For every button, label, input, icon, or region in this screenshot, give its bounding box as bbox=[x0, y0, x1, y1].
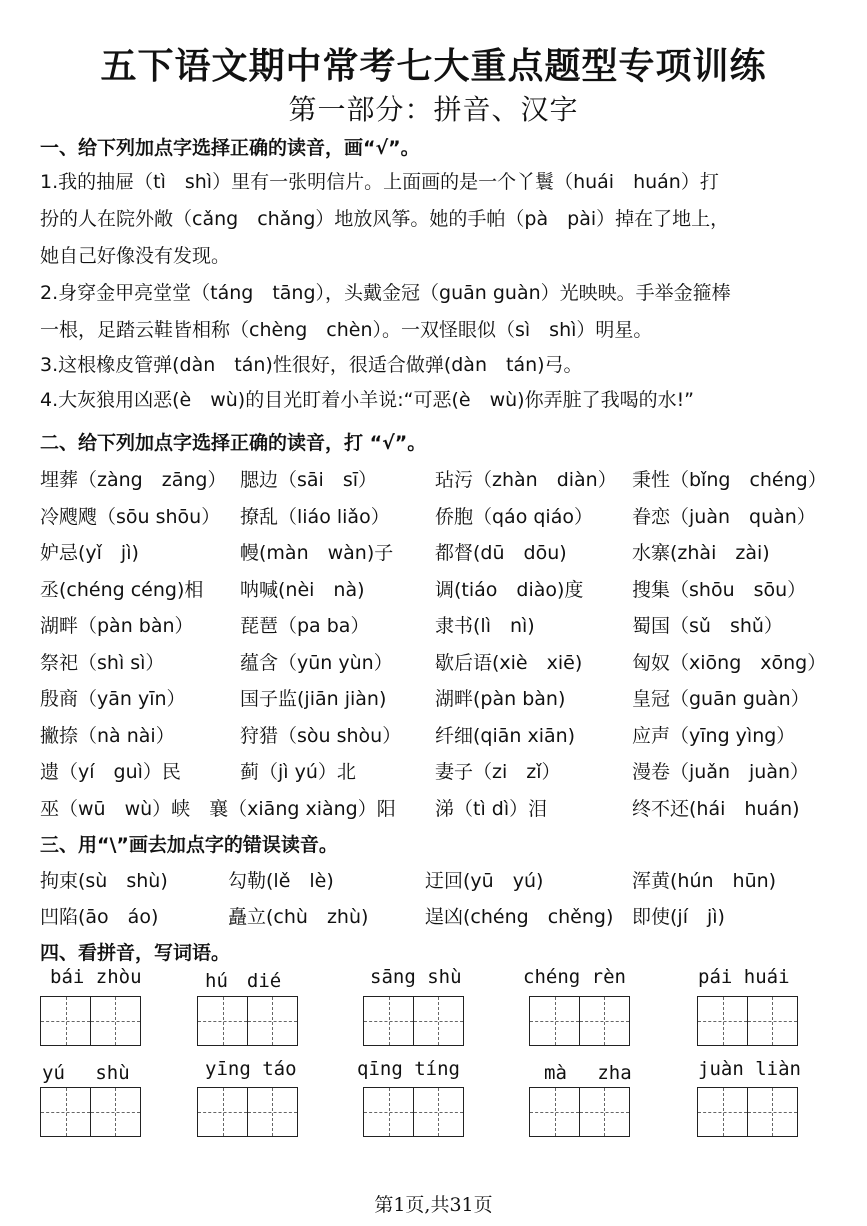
section2-heading: 二、给下列加点字选择正确的读音，打 “√”。 bbox=[40, 432, 427, 454]
pinyin-prompt: pái huái bbox=[698, 966, 790, 988]
word-item: 水寨(zhài zài) bbox=[632, 542, 770, 564]
word-item: 都督(dū dōu) bbox=[435, 542, 567, 564]
word-item: 纤细(qiān xiān) bbox=[435, 725, 576, 747]
writing-boxes[interactable] bbox=[363, 996, 462, 1046]
page-number: 第1页,共31页 bbox=[374, 1194, 493, 1216]
writing-boxes[interactable] bbox=[197, 996, 296, 1046]
page-title: 五下语文期中常考七大重点题型专项训练 bbox=[100, 45, 767, 87]
word-item: 蓟（jì yú）北 bbox=[240, 761, 356, 783]
word-item: 国子监(jiān jiàn) bbox=[240, 688, 387, 710]
word-item: 搜集（shōu sōu） bbox=[632, 579, 807, 601]
passage-line: 3.这根橡皮管弹(dàn tán)性很好，很适合做弹(dàn tán)弓。 bbox=[40, 354, 583, 376]
word-item: 妒忌(yǐ jì) bbox=[40, 542, 139, 564]
word-item: 应声（yīng yìng） bbox=[632, 725, 796, 747]
page-subtitle: 第一部分：拼音、汉字 bbox=[288, 93, 579, 126]
writing-box[interactable] bbox=[90, 1087, 141, 1137]
writing-boxes[interactable] bbox=[529, 1087, 628, 1137]
word-item: 即使(jí jì) bbox=[632, 906, 725, 928]
word-item: 妻子（zi zǐ） bbox=[435, 761, 561, 783]
word-item: 腮边（sāi sī） bbox=[240, 469, 377, 491]
writing-box[interactable] bbox=[529, 1087, 580, 1137]
word-item: 撩乱（liáo liǎo） bbox=[240, 506, 390, 528]
word-item: 湖畔（pàn bàn） bbox=[40, 615, 194, 637]
word-item: 涕（tì dì）泪 bbox=[435, 798, 548, 820]
writing-boxes[interactable] bbox=[697, 996, 796, 1046]
writing-box[interactable] bbox=[90, 996, 141, 1046]
passage-line: 1.我的抽屉（tì shì）里有一张明信片。上面画的是一个丫鬟（huái huán）打 bbox=[40, 171, 719, 193]
writing-boxes[interactable] bbox=[40, 1087, 139, 1137]
word-item: 殷商（yān yīn） bbox=[40, 688, 186, 710]
word-item: 蜀国（sǔ shǔ） bbox=[632, 615, 783, 637]
word-item: 逞凶(chéng chěng) bbox=[425, 906, 614, 928]
word-item: 皇冠（guān guàn） bbox=[632, 688, 810, 710]
word-item: 歇后语(xiè xiē) bbox=[435, 652, 583, 674]
word-item: 丞(chéng céng)相 bbox=[40, 579, 204, 601]
writing-box[interactable] bbox=[197, 1087, 248, 1137]
writing-boxes[interactable] bbox=[697, 1087, 796, 1137]
writing-box[interactable] bbox=[697, 996, 748, 1046]
pinyin-prompt: qīng tíng bbox=[357, 1058, 460, 1080]
word-item: 隶书(lì nì) bbox=[435, 615, 535, 637]
pinyin-prompt: bái zhòu bbox=[50, 966, 142, 988]
word-item: 漫卷（juǎn juàn） bbox=[632, 761, 810, 783]
passage-line: 2.身穿金甲亮堂堂（táng tāng），头戴金冠（guān guàn）光映映。手举金箍棒 bbox=[40, 282, 731, 304]
word-item: 浑黄(hún hūn) bbox=[632, 870, 777, 892]
writing-box[interactable] bbox=[40, 1087, 91, 1137]
pinyin-prompt: sāng shù bbox=[370, 966, 462, 988]
section1-heading: 一、给下列加点字选择正确的读音，画“√”。 bbox=[40, 137, 420, 159]
word-item: 湖畔(pàn bàn) bbox=[435, 688, 566, 710]
writing-box[interactable] bbox=[413, 1087, 464, 1137]
writing-box[interactable] bbox=[247, 1087, 298, 1137]
word-item: 调(tiáo diào)度 bbox=[435, 579, 584, 601]
word-item: 终不还(hái huán) bbox=[632, 798, 800, 820]
pinyin-prompt: yīng táo bbox=[205, 1058, 297, 1080]
writing-box[interactable] bbox=[579, 996, 630, 1046]
word-item: 拘束(sù shù) bbox=[40, 870, 168, 892]
word-item: 眷恋（juàn quàn） bbox=[632, 506, 816, 528]
passage-line: 她自己好像没有发现。 bbox=[40, 245, 231, 267]
writing-boxes[interactable] bbox=[40, 996, 139, 1046]
writing-boxes[interactable] bbox=[529, 996, 628, 1046]
pinyin-prompt: yú shù bbox=[42, 1062, 130, 1084]
section1-passage bbox=[40, 164, 840, 419]
word-item: 秉性（bǐng chéng） bbox=[632, 469, 827, 491]
pinyin-prompt: juàn liàn bbox=[698, 1058, 801, 1080]
word-item: 匈奴（xiōng xōng） bbox=[632, 652, 827, 674]
writing-box[interactable] bbox=[40, 996, 91, 1046]
word-item: 遗（yí guì）民 bbox=[40, 761, 181, 783]
word-item: 蕴含（yūn yùn） bbox=[240, 652, 393, 674]
writing-box[interactable] bbox=[197, 996, 248, 1046]
word-item: 巫（wū wù）峡 襄（xiāng xiàng）阳 bbox=[40, 798, 396, 820]
passage-line: 扮的人在院外敞（cǎng chǎng）地放风筝。她的手帕（pà pài）掉在了地上， bbox=[40, 208, 730, 230]
passage-line: 4.大灰狼用凶恶(è wù)的目光盯着小羊说:“可恶(è wù)你弄脏了我喝的水!” bbox=[40, 389, 695, 411]
section3-heading: 三、用“\”画去加点字的错误读音。 bbox=[40, 834, 338, 856]
writing-boxes[interactable] bbox=[197, 1087, 296, 1137]
writing-box[interactable] bbox=[747, 996, 798, 1046]
word-item: 迂回(yū yú) bbox=[425, 870, 544, 892]
word-item: 玷污（zhàn diàn） bbox=[435, 469, 617, 491]
section4-heading: 四、看拼音，写词语。 bbox=[40, 942, 231, 964]
writing-box[interactable] bbox=[247, 996, 298, 1046]
word-item: 凹陷(āo áo) bbox=[40, 906, 159, 928]
word-item: 祭祀（shì sì） bbox=[40, 652, 165, 674]
writing-box[interactable] bbox=[579, 1087, 630, 1137]
writing-box[interactable] bbox=[747, 1087, 798, 1137]
writing-boxes[interactable] bbox=[363, 1087, 462, 1137]
word-item: 侨胞（qáo qiáo） bbox=[435, 506, 593, 528]
passage-line: 一根，足踏云鞋皆相称（chèng chèn）。一双怪眼似（sì shì）明星。 bbox=[40, 319, 653, 341]
word-item: 狩猎（sòu shòu） bbox=[240, 725, 402, 747]
word-item: 幔(màn wàn)子 bbox=[240, 542, 394, 564]
writing-box[interactable] bbox=[363, 1087, 414, 1137]
writing-box[interactable] bbox=[529, 996, 580, 1046]
pinyin-prompt: hú dié bbox=[205, 970, 282, 992]
word-item: 矗立(chù zhù) bbox=[228, 906, 369, 928]
word-item: 撇捺（nà nài） bbox=[40, 725, 175, 747]
pinyin-prompt: chéng rèn bbox=[523, 966, 626, 988]
pinyin-prompt: mà zha bbox=[544, 1062, 632, 1084]
writing-box[interactable] bbox=[697, 1087, 748, 1137]
word-item: 冷飕飕（sōu shōu） bbox=[40, 506, 221, 528]
writing-box[interactable] bbox=[413, 996, 464, 1046]
word-item: 勾勒(lě lè) bbox=[228, 870, 334, 892]
word-item: 呐喊(nèi nà) bbox=[240, 579, 365, 601]
writing-box[interactable] bbox=[363, 996, 414, 1046]
word-item: 琵琶（pa ba） bbox=[240, 615, 370, 637]
word-item: 埋葬（zàng zāng） bbox=[40, 469, 227, 491]
